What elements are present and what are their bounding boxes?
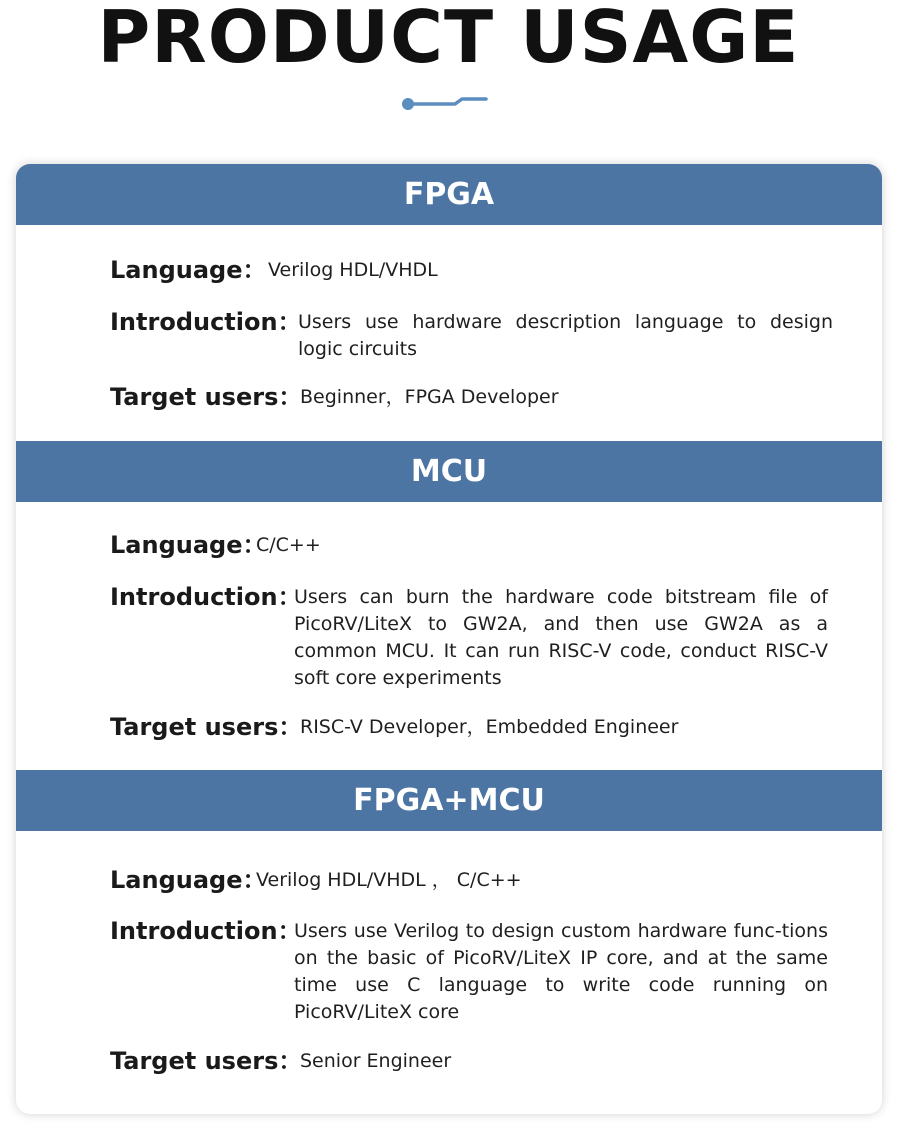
page-title: PRODUCT USAGE [97,0,800,79]
language-value: Verilog HDL/VHDL ， C/C++ [256,869,522,891]
target-users-value: Beginner，FPGA Developer [300,386,559,408]
introduction-value: Users use Verilog to design custom hardware func-tions on the basic of PicoRV/LiteX IP core, and at the same time use C language to write code running on PicoRV/LiteX core [294,920,828,1023]
language-label: Language： [110,531,267,559]
introduction-value: Users use hardware description language to design logic circuits [298,311,833,360]
introduction-label: Introduction： [110,917,302,945]
language-label: Language： [110,256,267,284]
target-users-value: Senior Engineer [300,1050,452,1072]
introduction-value: Users can burn the hardware code bitstream file of PicoRV/LiteX to GW2A, and then use GW2A as a common MCU. It can run RISC-V code, conduct RISC-V soft core experiments [294,586,828,689]
target-users-label: Target users： [110,383,303,411]
introduction-label: Introduction： [110,308,302,336]
target-users-label: Target users： [110,713,303,741]
language-label: Language： [110,866,267,894]
product-usage-card [16,164,882,1114]
language-value: Verilog HDL/VHDL [268,259,438,281]
target-users-label: Target users： [110,1047,303,1075]
section-header-fpga-mcu: FPGA+MCU [16,770,882,831]
section-header-mcu: MCU [16,441,882,502]
title-divider-icon [400,96,490,112]
target-users-value: RISC-V Developer，Embedded Engineer [300,716,679,738]
introduction-label: Introduction： [110,583,302,611]
language-value: C/C++ [256,534,321,556]
section-header-fpga: FPGA [16,164,882,225]
